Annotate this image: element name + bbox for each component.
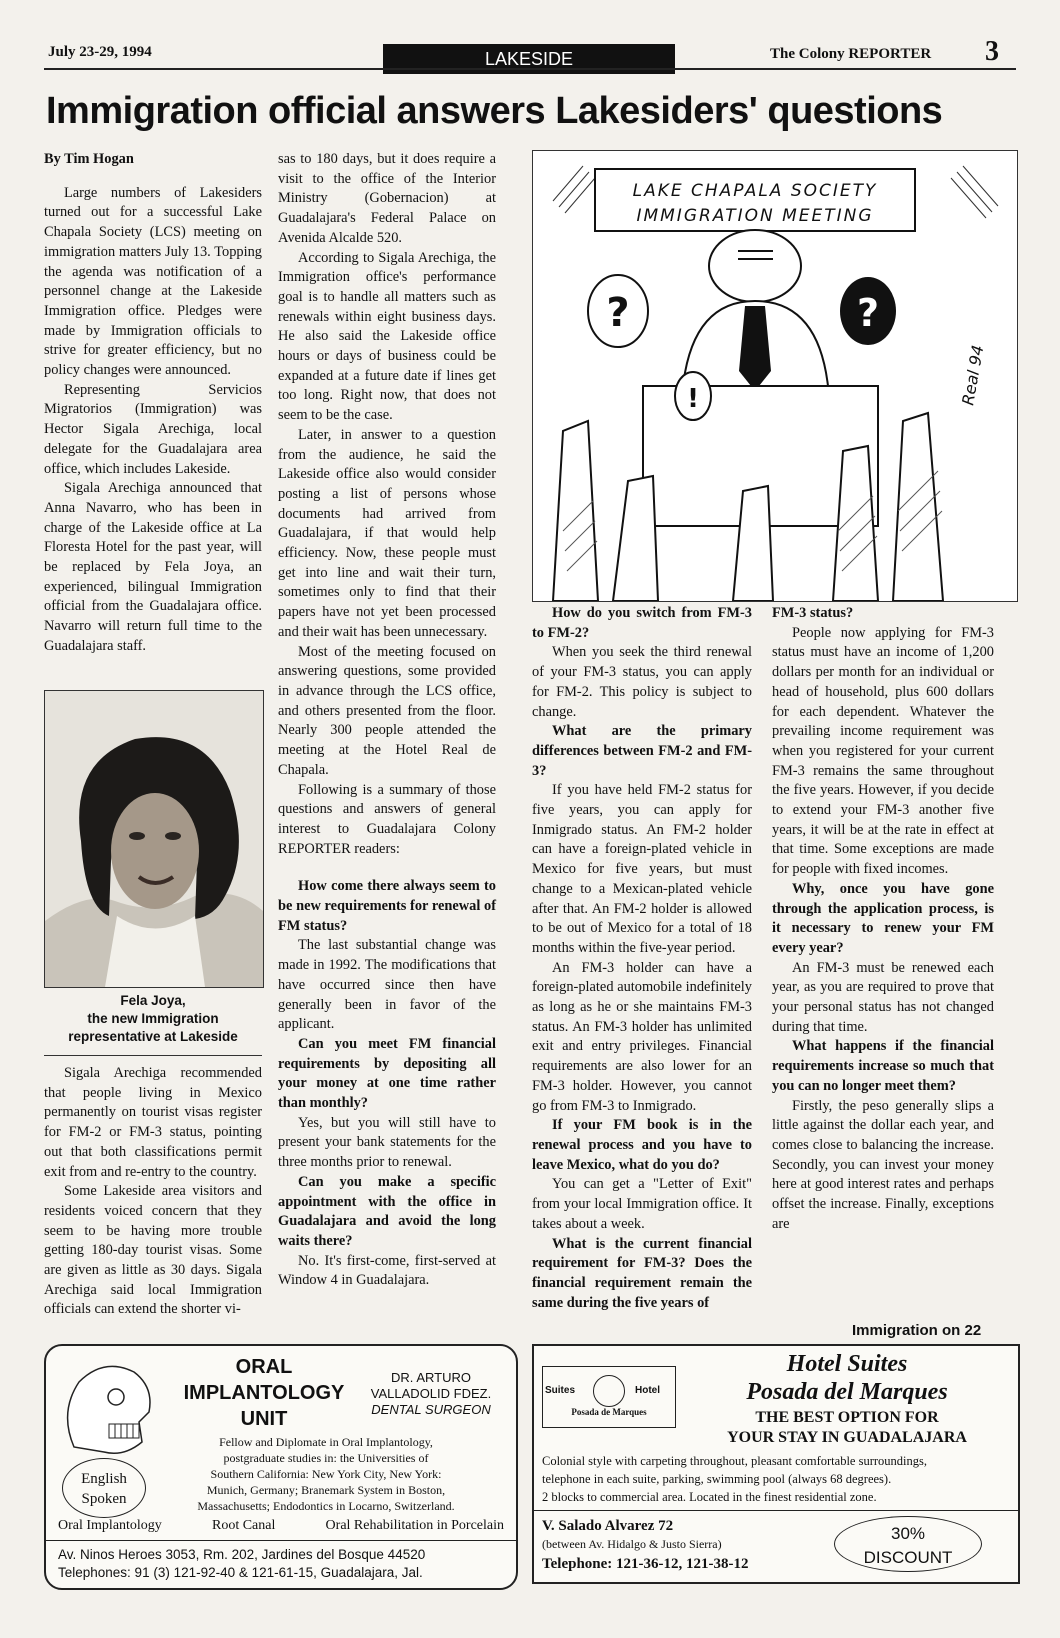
caption-rule xyxy=(44,1055,262,1056)
article-column-1 xyxy=(44,150,262,657)
hotel-name: Posada del Marques xyxy=(746,1379,948,1405)
question: Why, once you have gone through the application process, is it necessary to renew your FM every year? xyxy=(772,880,994,956)
paragraph: Sigala Arechiga recommended that people living in Mexico permanently on tourist visas register for FM-2 or FM-3 status, pointing out that both classifications permit exit from and re-entry to the country. xyxy=(44,1065,262,1180)
answer: If you have held FM-2 status for five years, you can apply for Inmigrado status. An FM-2 holder can have a foreign-plated vehicle in Mexico for five years, but must change to a Mexican-plated vehicle after that. An FM-2 holder is allowed to be out of Mexico for a total of 18 months within the five-year period. xyxy=(532,782,752,956)
english-spoken-badge xyxy=(62,1458,146,1518)
dental-address: Av. Ninos Heroes 3053, Rm. 202, Jardines del Bosque 44520 xyxy=(58,1547,426,1562)
newspaper-name: The Colony REPORTER xyxy=(770,46,932,62)
question: How come there always seem to be new requirements for renewal of FM status? xyxy=(278,878,496,934)
answer: An FM-3 holder can have a foreign-plated automobile indefinitely as long as he or she maintains FM-3 status. An FM-3 holder has unlimited exit and entry privileges. Financial requirements are also lower for an FM-3 holder. However, you cannot go from FM-3 to Inmigrado. xyxy=(532,959,752,1114)
service-item: Oral Rehabilitation in Porcelain xyxy=(325,1518,504,1533)
header-rule xyxy=(44,68,1016,70)
question: Can you meet FM financial requirements by depositing all your money at one time rather than monthly? xyxy=(278,1035,496,1112)
doctor-name: VALLADOLID FDEZ. xyxy=(370,1386,492,1401)
bio-line: Massachusetts; Endodontics in Locarno, Switzerland. xyxy=(197,1499,455,1513)
paragraph: Later, in answer to a question from the audience, he said the Lakeside office also would consider posting a list of persons whose documents had arrived from Guadalajara, if that would help efficiency. Now, these people must get into line and wait their turn, sometimes only to find that their papers have not yet been processed and their wait has been unnecessary. xyxy=(278,426,496,640)
ad-title-line: IMPLANTOLOGY xyxy=(183,1382,345,1404)
paragraph: Most of the meeting focused on answering questions, some provided in advance through the LCS office, and others presented from the floor. Nearly 300 people attended the meeting at the Hotel Real de Chapala. xyxy=(278,643,496,778)
dental-advertisement xyxy=(44,1344,518,1590)
question: Can you make a specific appointment with the office in Guadalajara and avoid the long waits there? xyxy=(278,1173,496,1249)
bio-line: Southern California: New York City, New York: xyxy=(210,1467,442,1481)
cartoonist-signature: Real 94 xyxy=(958,343,988,407)
doctor-name: DR. ARTURO xyxy=(391,1370,471,1385)
hotel-name: Hotel Suites xyxy=(786,1351,908,1377)
answer: You can get a "Letter of Exit" from your local Immigration office. It takes about a week. xyxy=(532,1176,752,1232)
hotel-advertisement xyxy=(532,1344,1020,1584)
answer: Yes, but you will still have to present your bank statements for the three months prior to renewal. xyxy=(278,1114,496,1171)
ad-title-line: UNIT xyxy=(240,1408,288,1430)
answer: People now applying for FM-3 status must have an income of 1,200 dollars per month for an individual or head of household, plus 600 dollars for each dependent. Whatever the prevailing income requirement was when you registered for your current FM-3 remains the same throughout the five years. However, if you decide to extend your FM-3 another five years, it will be at the rate in effect at that time. Some exceptions are made for people with fixed incomes. xyxy=(772,624,994,878)
hotel-cross-streets: (between Av. Hidalgo & Justo Sierra) xyxy=(542,1537,722,1551)
hotel-tagline: YOUR STAY IN GUADALAJARA xyxy=(727,1429,967,1446)
service-item: Oral Implantology xyxy=(58,1518,162,1533)
paragraph: Following is a summary of those questions and answers of general interest to Guadalajara Colony REPORTER readers: xyxy=(278,781,496,857)
badge-line: English xyxy=(81,1471,127,1487)
caption-line: representative at Lakeside xyxy=(68,1029,238,1044)
hotel-description: telephone in each suite, parking, swimming pool (always 68 degrees). xyxy=(542,1472,892,1486)
hotel-logo xyxy=(542,1366,676,1428)
badge-line: Spoken xyxy=(81,1491,127,1507)
cartoon-sign-line2: IMMIGRATION MEETING xyxy=(636,206,874,226)
paragraph: Some Lakeside area visitors and residents voiced concern that they seem to be having more trouble getting 180-day tourist visas. Some are given as little as 30 days. Sigala Arechiga said local Immigration officials can extend the shorter vi- xyxy=(44,1183,262,1318)
section-banner: LAKESIDE xyxy=(383,44,675,74)
byline: By Tim Hogan xyxy=(44,151,134,167)
paragraph: Large numbers of Lakesiders turned out for a successful Lake Chapala Society (LCS) meeting on immigration matters July 13. Topping the agenda was notification of a personnel change at the Lakeside Immigration office. Pledges were made by Immigration officials to strive for greater efficiency, but no policy changes were announced. xyxy=(44,184,262,379)
answer: The last substantial change was made in 1992. The modifications that have occurred since then have generally been in favor of the applicant. xyxy=(278,937,496,1033)
paragraph: Sigala Arechiga announced that Anna Navarro, who has been in charge of the Lakeside office at La Floresta Hotel for the past year, will be replaced by Fela Joya, an experienced, bilingual Immigration official from the Guadalajara office. Navarro will return full time to the Guadalajara staff. xyxy=(44,480,262,654)
question: If your FM book is in the renewal process and you have to leave Mexico, what do you do? xyxy=(532,1117,752,1173)
answer: When you seek the third renewal of your FM-3 status, you can apply for FM-2. This policy is subject to change. xyxy=(532,644,752,720)
editorial-cartoon xyxy=(532,150,1018,602)
logo-text: Suites xyxy=(545,1385,576,1396)
discount-badge xyxy=(834,1516,982,1572)
hotel-description: Colonial style with carpeting throughout, pleasant comfortable surroundings, xyxy=(542,1454,927,1468)
bio-line: Munich, Germany; Branemark System in Boston, xyxy=(206,1483,446,1497)
cartoon-question-mark: ? xyxy=(606,290,630,336)
continued-on-link[interactable]: Immigration on 22 xyxy=(852,1322,982,1339)
bio-line: Fellow and Diplomate in Oral Implantology, xyxy=(219,1435,433,1449)
cartoon-sign-line1: LAKE CHAPALA SOCIETY xyxy=(632,181,878,201)
question: What is the current financial requirement for FM-3? Does the financial requirement remain the same during the five years of xyxy=(532,1235,752,1311)
paragraph: According to Sigala Arechiga, the Immigration office's performance goal is to handle all matters such as renewals within eight business days. He also said the Lakeside office hours or days of business could be expanded at a future date if lines get too long. Right now, that does not seem to be the case. xyxy=(278,249,496,424)
page-headline: Immigration official answers Lakesiders' questions xyxy=(46,90,943,132)
logo-text: Posada de Marques xyxy=(571,1407,647,1417)
hotel-tagline: THE BEST OPTION FOR xyxy=(755,1409,939,1426)
portrait-photo xyxy=(44,690,264,988)
paragraph: sas to 180 days, but it does require a visit to the office of the Interior Ministry (Gobernacion) at Guadalajara's Federal Palace on Avenida Alcalde 520. xyxy=(278,151,496,246)
question: How do you switch from FM-3 to FM-2? xyxy=(532,605,752,641)
dental-phones: Telephones: 91 (3) 121-92-40 & 121-61-15, Guadalajara, Jal. xyxy=(58,1565,423,1580)
ad-title-line: ORAL xyxy=(235,1356,293,1378)
article-column-3 xyxy=(532,604,752,1313)
cartoon-question-mark: ? xyxy=(856,291,880,335)
bio-line: postgraduate studies in: the Universities of xyxy=(223,1451,429,1465)
article-column-1-continued xyxy=(44,1064,262,1320)
caption-line: the new Immigration xyxy=(87,1011,219,1026)
issue-date: July 23-29, 1994 xyxy=(48,44,152,60)
photo-caption xyxy=(44,992,262,1046)
caption-line: Fela Joya, xyxy=(120,993,186,1008)
hotel-phone: Telephone: 121-36-12, 121-38-12 xyxy=(542,1556,749,1572)
doctor-title: DENTAL SURGEON xyxy=(371,1402,491,1417)
answer: An FM-3 must be renewed each year, as you are required to prove that your personal status has not changed during that time. xyxy=(772,959,994,1035)
discount-percent: 30% xyxy=(890,1524,926,1543)
discount-label: DISCOUNT xyxy=(863,1548,953,1567)
hotel-description: 2 blocks to commercial area. Located in the finest residential zone. xyxy=(542,1490,877,1504)
service-item: Root Canal xyxy=(211,1518,276,1533)
paragraph: Representing Servicios Migratorios (Immigration) was Hector Sigala Arechiga, local delegate for the Guadalajara area office, which includes Lakeside. xyxy=(44,381,262,477)
article-column-2 xyxy=(278,150,496,1291)
question: What are the primary differences between FM-2 and FM-3? xyxy=(532,723,752,779)
article-column-4 xyxy=(772,604,994,1235)
answer: No. It's first-come, first-served at Window 4 in Guadalajara. xyxy=(278,1252,496,1289)
question: What happens if the financial requirements increase so much that you can no longer meet them? xyxy=(772,1038,994,1094)
skull-illustration xyxy=(54,1352,164,1464)
cartoon-exclamation: ! xyxy=(687,384,699,414)
logo-text: Hotel xyxy=(635,1385,660,1396)
question: FM-3 status? xyxy=(772,605,854,621)
hotel-address: V. Salado Alvarez 72 xyxy=(542,1518,674,1534)
page-number: 3 xyxy=(985,36,999,67)
answer: Firstly, the peso generally slips a little against the dollar each year, and comes close to balancing the increase. Secondly, you can invest your money here at good interest rates and perhaps offset the increase. Finally, exceptions are xyxy=(772,1097,994,1232)
